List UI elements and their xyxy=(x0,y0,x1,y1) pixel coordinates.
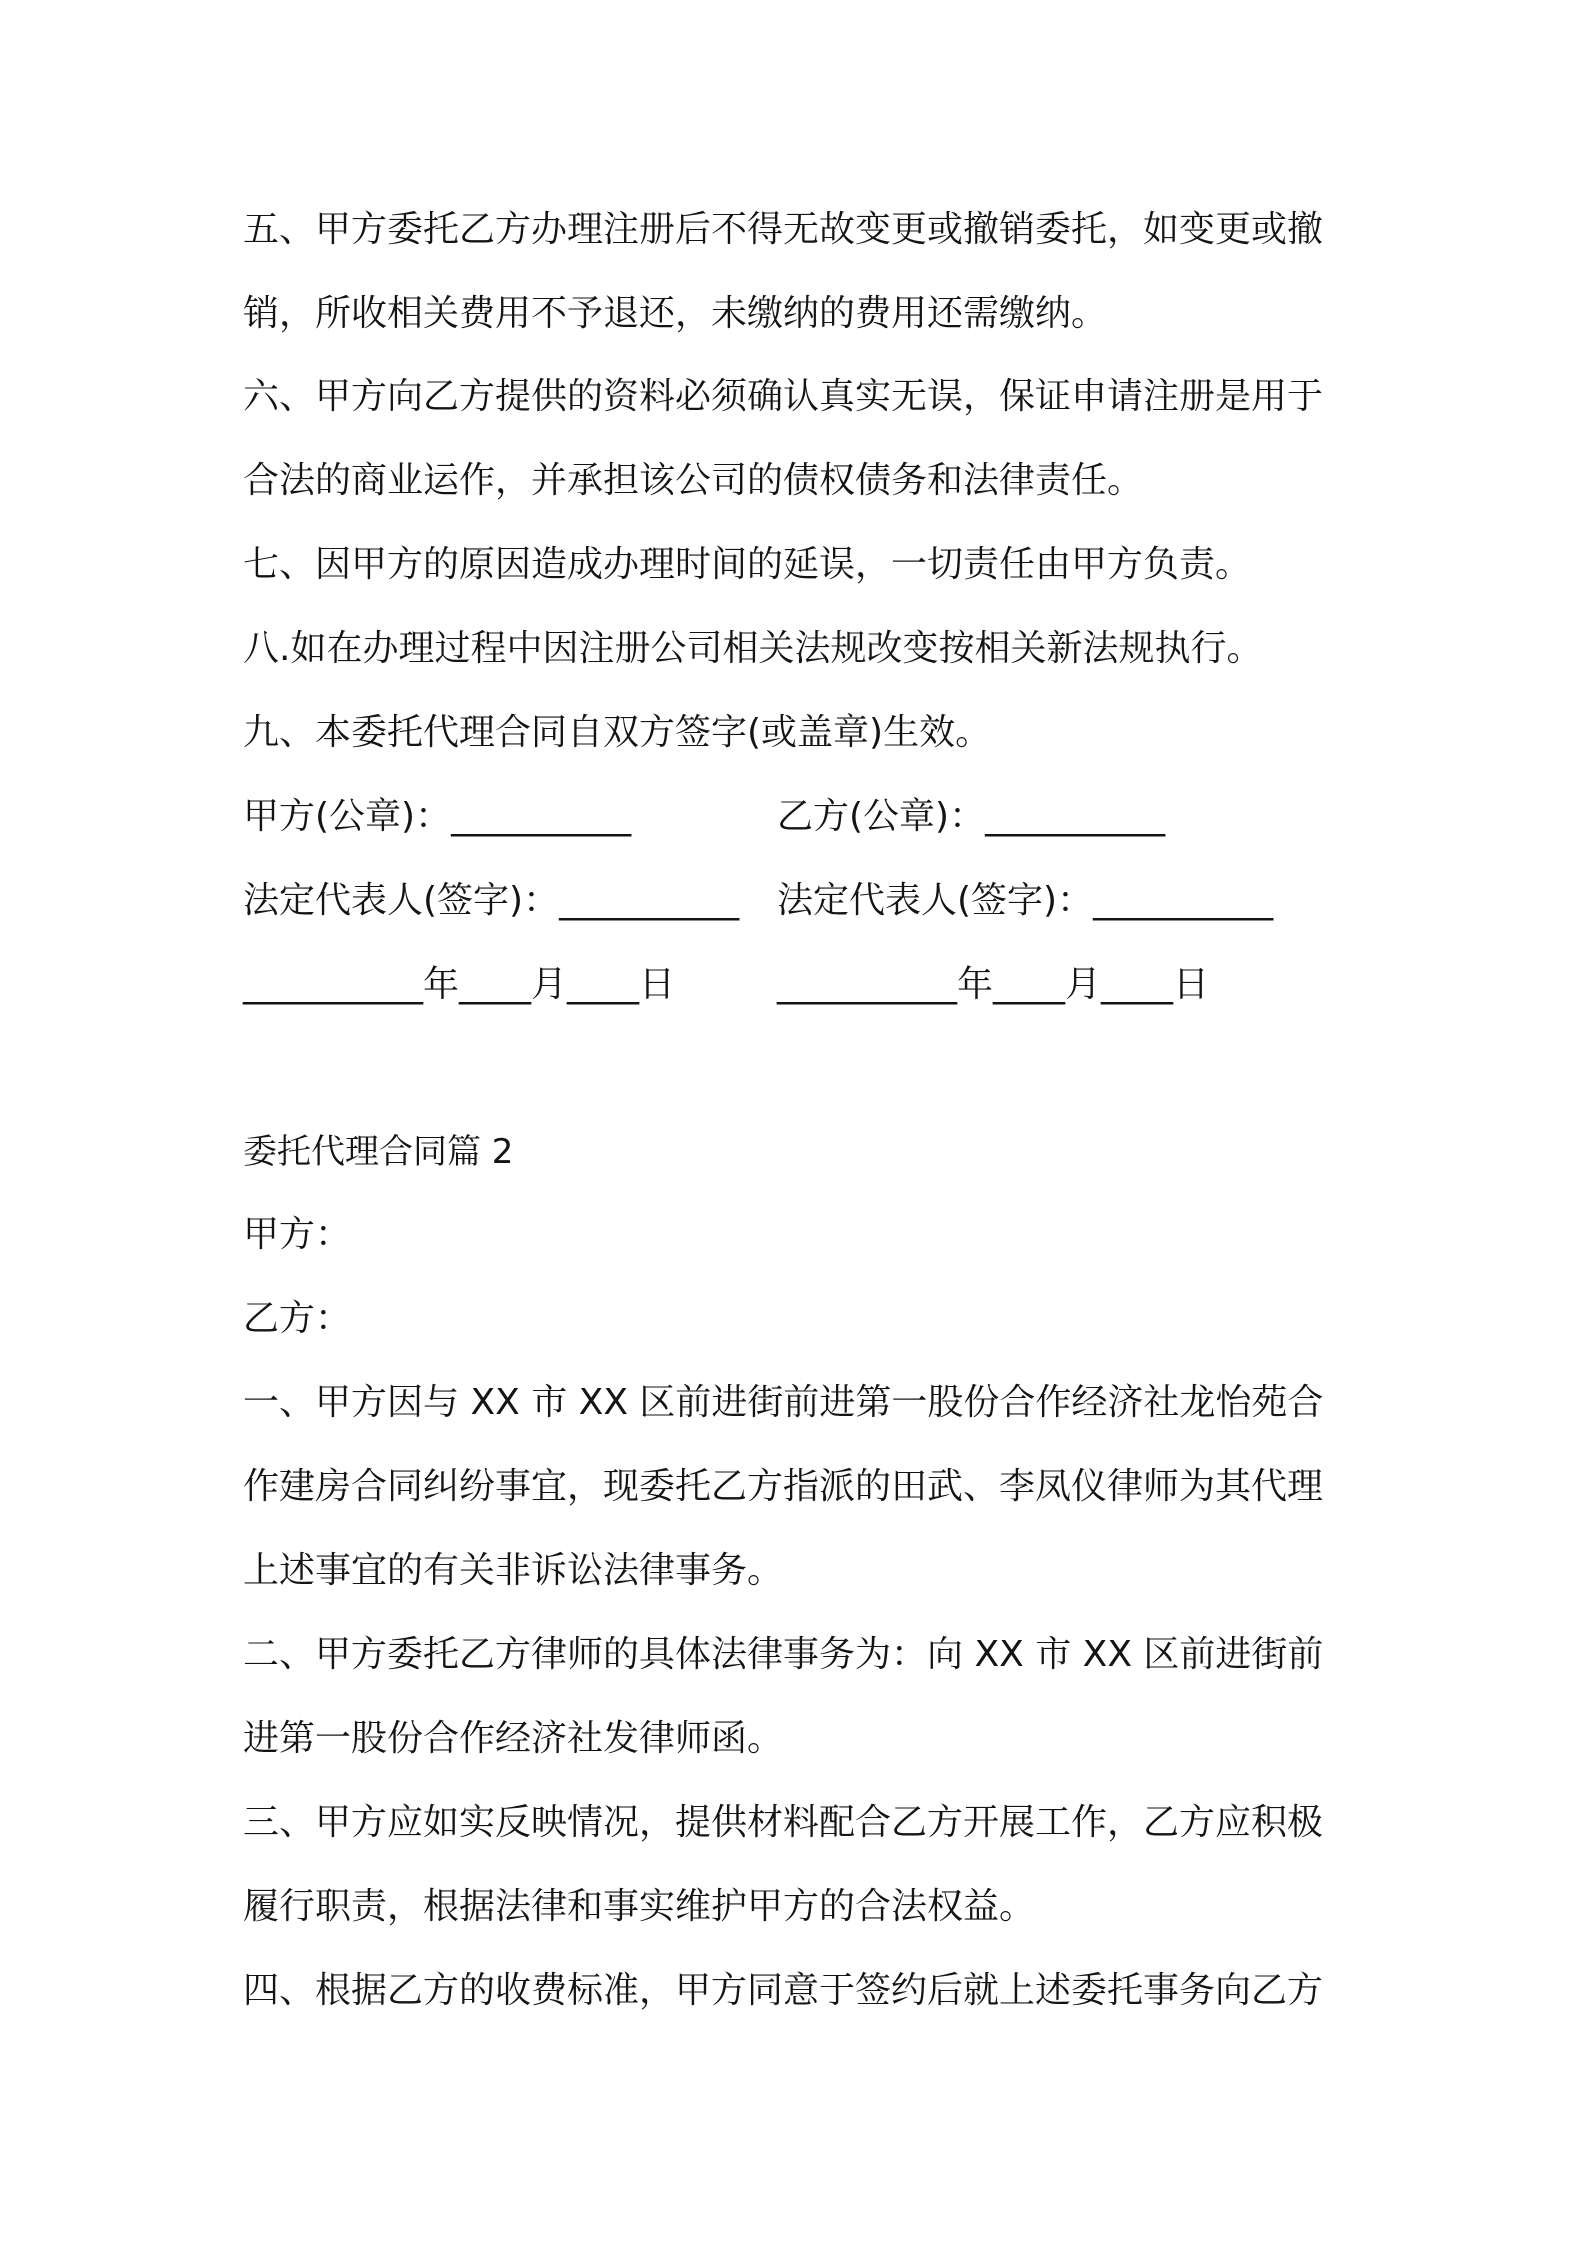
party-a-representative-field: 法定代表人(签字)：__________ xyxy=(243,880,740,921)
clause-5-line-1: 五、甲方委托乙方办理注册后不得无故变更或撤销委托，如变更或撤 xyxy=(243,209,1324,250)
clause-6-line-2: 合法的商业运作，并承担该公司的债权债务和法律责任。 xyxy=(243,460,1144,501)
contract-2-clause-4-line-1: 四、根据乙方的收费标准，甲方同意于签约后就上述委托事务向乙方 xyxy=(243,1970,1324,2011)
clause-9: 九、本委托代理合同自双方签字(或盖章)生效。 xyxy=(243,712,992,753)
contract-2-title: 委托代理合同篇 2 xyxy=(243,1132,514,1172)
contract-2-party-b: 乙方： xyxy=(243,1298,352,1339)
contract-2-clause-1-line-3: 上述事宜的有关非诉讼法律事务。 xyxy=(243,1550,784,1591)
contract-2-party-a: 甲方： xyxy=(243,1214,352,1255)
clause-5-line-2: 销，所收相关费用不予退还，未缴纳的费用还需缴纳。 xyxy=(243,293,1108,334)
contract-2-clause-1-line-1: 一、甲方因与 XX 市 XX 区前进街前进第一股份合作经济社龙怡苑合 xyxy=(243,1382,1324,1423)
party-a-seal-field: 甲方(公章)：__________ xyxy=(243,796,632,837)
clause-6-line-1: 六、甲方向乙方提供的资料必须确认真实无误，保证申请注册是用于 xyxy=(243,376,1324,417)
contract-2-clause-1-line-2: 作建房合同纠纷事宜，现委托乙方指派的田武、李凤仪律师为其代理 xyxy=(243,1466,1324,1507)
party-b-date-field: __________年____月____日 xyxy=(777,964,1209,1005)
contract-2-clause-2-line-1: 二、甲方委托乙方律师的具体法律事务为：向 XX 市 XX 区前进街前 xyxy=(243,1634,1324,1675)
party-a-date-field: __________年____月____日 xyxy=(243,964,675,1005)
contract-2-clause-2-line-2: 进第一股份合作经济社发律师函。 xyxy=(243,1718,784,1759)
party-b-representative-field: 法定代表人(签字)：__________ xyxy=(777,880,1274,921)
clause-8: 八.如在办理过程中因注册公司相关法规改变按相关新法规执行。 xyxy=(243,628,1263,669)
contract-2-clause-3-line-2: 履行职责，根据法律和事实维护甲方的合法权益。 xyxy=(243,1886,1036,1927)
contract-2-clause-3-line-1: 三、甲方应如实反映情况，提供材料配合乙方开展工作，乙方应积极 xyxy=(243,1802,1324,1843)
party-b-seal-field: 乙方(公章)：__________ xyxy=(777,796,1166,837)
clause-7: 七、因甲方的原因造成办理时间的延误，一切责任由甲方负责。 xyxy=(243,544,1252,585)
